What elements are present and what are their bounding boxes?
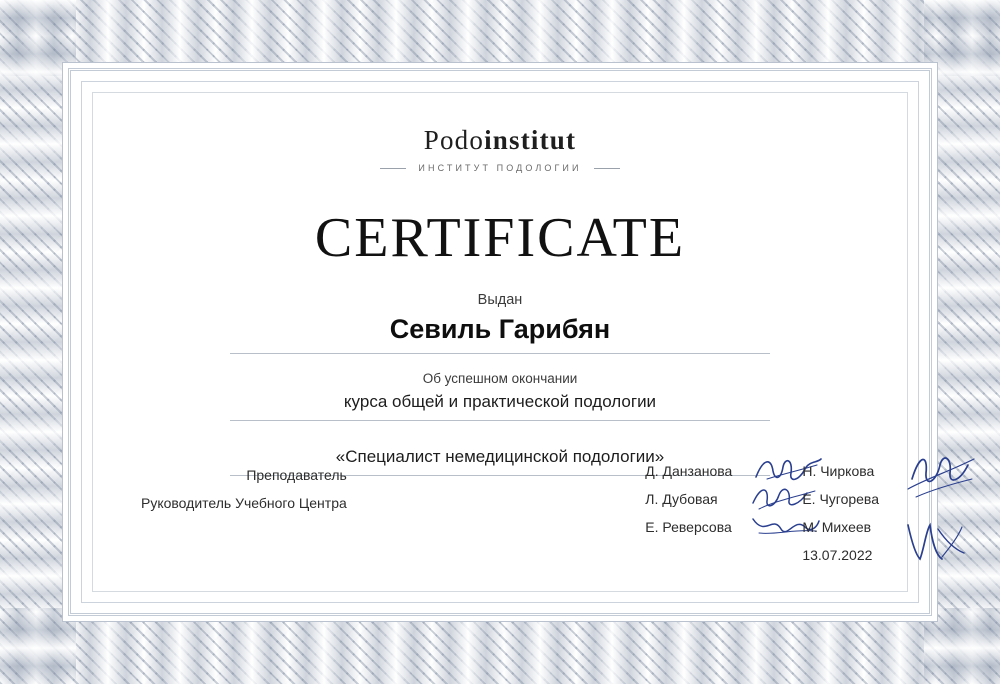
signer-chugoreva: Е. Чугорева <box>802 491 879 507</box>
signer-mikheev: М. Михеев <box>802 519 872 535</box>
signers-block <box>645 457 885 569</box>
signature-area <box>115 457 885 569</box>
signer-chirkova: Н. Чиркова <box>802 463 875 479</box>
signers-column-right <box>802 457 879 569</box>
issued-caption: Выдан <box>477 292 523 308</box>
logo <box>404 125 595 176</box>
logo-subtitle: ИНСТИТУТ ПОДОЛОГИИ <box>404 163 595 173</box>
qualification-name: «Специалист немедицинской подологии» <box>335 447 665 466</box>
course-name: курса общей и практической подологии <box>343 392 657 411</box>
signer-reversova: Е. Реверсова <box>645 519 732 535</box>
roles-list <box>115 457 347 517</box>
completion-caption: Об успешном окончании <box>422 371 578 386</box>
certificate-body <box>92 92 908 592</box>
role-teacher: Преподаватель <box>246 467 347 483</box>
recipient-field <box>230 314 770 354</box>
signer-danzanova: Д. Данзанова <box>645 463 733 479</box>
course-field <box>230 392 770 421</box>
logo-word-bold: institut <box>484 125 577 155</box>
signer-dubovaya: Л. Дубовая <box>645 491 718 507</box>
issue-date: 13.07.2022 <box>802 547 873 563</box>
recipient-name: Севиль Гарибян <box>389 314 611 344</box>
signers-column-left <box>645 457 732 569</box>
logo-word-light: Podo <box>423 125 485 155</box>
role-head-of-center: Руководитель Учебного Центра <box>141 495 347 511</box>
logo-wordmark <box>404 125 595 156</box>
page-title: CERTIFICATE <box>314 207 686 269</box>
